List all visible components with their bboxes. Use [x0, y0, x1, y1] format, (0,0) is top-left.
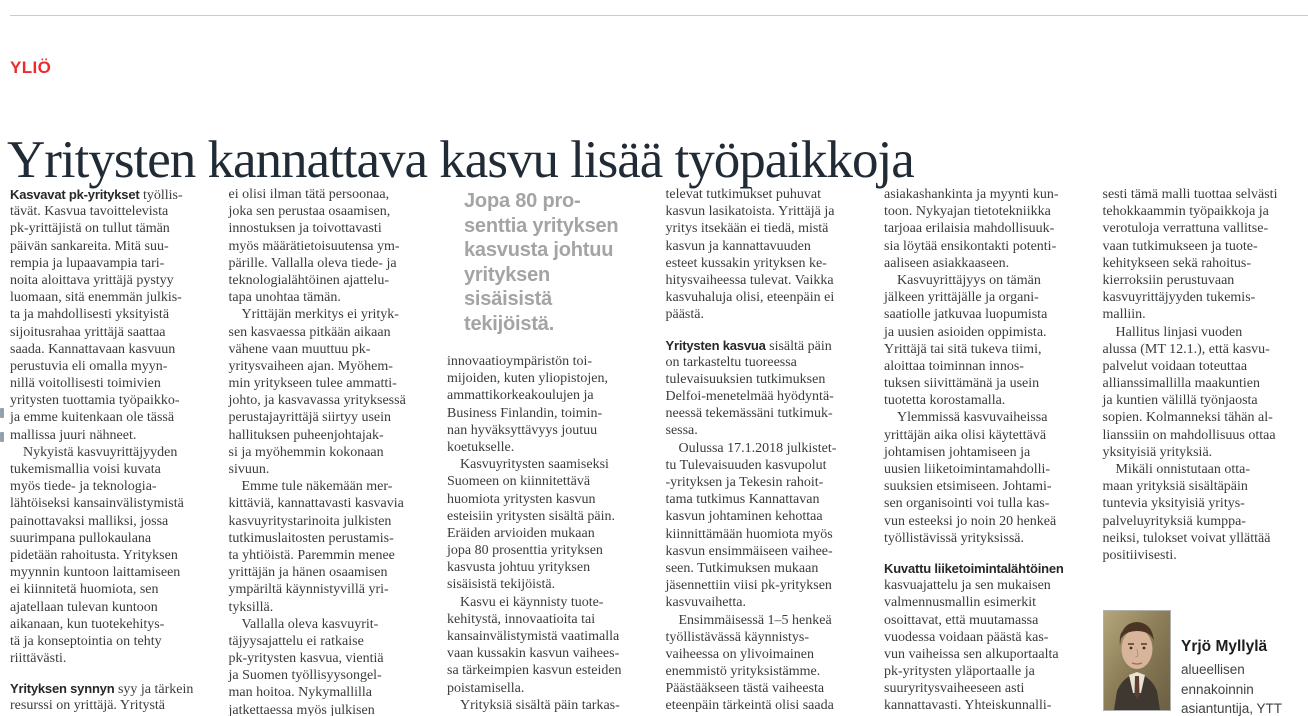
text-line: työllistävissä yrityksissä. — [884, 530, 1024, 546]
text-line: kasvuvaihetta. — [665, 595, 746, 611]
text-line: jäsennettiin viisi pk-yrityksen — [665, 578, 832, 594]
text-line: kasvun lasikatoista. Yrittäjä ja — [665, 204, 835, 220]
text-line: kansainvälistymistä vaatimalla — [447, 629, 620, 644]
pull-quote-line: sisäisistä — [464, 288, 553, 310]
text-line: sivuun. — [228, 462, 270, 477]
text-line: Vallalla oleva kasvuyrit- — [241, 616, 379, 632]
text-line: luomaan, sitä enemmän julkis- — [10, 290, 182, 306]
text-line: osoittavat, että muutamassa — [884, 612, 1039, 628]
text-line: allianssimallilla maakuntien — [1102, 376, 1260, 392]
author-name: Yrjö Myllylä — [1181, 638, 1268, 655]
text-line: jälkeen yrittäjälle ja organi- — [884, 290, 1039, 306]
text-line: nillä voitollisesti toimivien — [10, 376, 161, 392]
text-line: Emme tule näkemään mer- — [241, 479, 393, 495]
text-line: päivän sankareita. Mitä suu- — [10, 238, 169, 254]
text-line: vaiheessa on ylivoimainen — [665, 646, 815, 662]
text-line: ajatellaan tulevan kuntoon — [10, 599, 158, 615]
text-line: Nykyistä kasvuyrittäjyyden — [23, 444, 178, 460]
text-line: kasvusta johtuu yrityksen — [447, 560, 591, 576]
pull-quote-line: tekijöistä. — [464, 312, 555, 335]
text-line: yritys itsekään ei tiedä, mistä — [665, 221, 829, 237]
text-line: kasvuyrittäjyyden tukemis- — [1102, 290, 1256, 306]
text-line: -yrityksen ja Tekesin rahoit- — [665, 475, 824, 490]
text-line: ja emme kuitenkaan ole tässä — [10, 410, 175, 426]
text-line: Kasvavat pk-yritykset työllis- — [10, 187, 183, 203]
text-line: myös määrätietoisuutensa ym- — [228, 238, 400, 254]
text-line: Yrityksen synnyn syy ja tärkein — [10, 681, 194, 698]
text-line: vaan tutkimukseen ja tuote- — [1102, 238, 1258, 254]
text-line: vaan kussakin kasvun vaihees- — [447, 646, 620, 662]
text-line: ammattikorkeakoulujen ja — [447, 388, 594, 404]
text-line: tehokkaammin työpaikkoja ja — [1102, 204, 1269, 220]
text-line: ja kuntien välillä työnjaosta — [1102, 393, 1258, 409]
text-line: Oulussa 17.1.2018 julkistet- — [678, 440, 837, 456]
text-line: sesti tämä malli tuottaa selvästi — [1102, 187, 1278, 202]
text-line: Yrityksiä sisältä päin tarkas- — [460, 697, 620, 713]
article-column-1 — [10, 186, 210, 716]
text-line: Business Finlandin, toimin- — [447, 405, 603, 421]
pull-quote-line: kasvusta johtuu — [464, 239, 614, 261]
text-line: pärille. Vallalla oleva tiede- ja — [228, 255, 397, 271]
top-divider-rule — [10, 15, 1308, 16]
text-line: positiivisesti. — [1102, 547, 1177, 563]
text-line: sijoitusrahaa yrittäjä saattaa — [10, 324, 166, 340]
text-line: kasvun johtaminen kehottaa — [665, 509, 823, 525]
text-line: lähtöiseksi kansainvälistymistä — [10, 496, 184, 512]
text-line: yritysten tuottamia työpaikko- — [10, 393, 180, 409]
text-line: Kasvu ei käynnisty tuote- — [460, 594, 604, 610]
author-text — [1181, 638, 1282, 716]
text-line: man hoitoa. Nykymallilla — [228, 685, 372, 701]
text-line: tuotetta korostamalla. — [884, 393, 1006, 409]
text-line: kehitystä, innovaatioita tai — [447, 611, 596, 627]
author-title-line: asiantuntija, YTT — [1181, 701, 1283, 716]
text-line: si ja myöhemmin kokonaan — [228, 444, 384, 460]
text-line: kasvuajattelu ja sen mukaisen — [884, 578, 1051, 594]
text-line: yrittäjän ja hänen osaamisen — [228, 565, 388, 581]
text-line: sessa. — [665, 423, 698, 439]
text-line: Kasvuyritysten saamiseksi — [460, 457, 609, 473]
text-line: tukemismallia voisi kuvata — [10, 462, 161, 477]
text-line: seen. Tutkimuksen mukaan — [665, 560, 819, 576]
text-line: yksityisiä yrityksiä. — [1102, 444, 1213, 460]
article-column-4 — [666, 186, 866, 716]
text-line: Kasvuyrittäjyys on tämän — [897, 272, 1041, 288]
text-line: uusien liiketoimintamahdolli- — [884, 462, 1051, 477]
text-line: hitysvaiheessa tulevat. Vaikka — [665, 272, 834, 288]
text-line: myös tiede- ja teknologia- — [10, 479, 157, 495]
text-line: tä ja konseptointia on tehty — [10, 633, 162, 649]
text-line: ympäriltä käynnistyvillä yri- — [228, 582, 389, 598]
paragraph-lead: Yrityksen synnyn — [10, 681, 115, 697]
pull-quote-line: Jopa 80 pro- — [464, 190, 581, 212]
text-line: vuodessa voidaan päästä kas- — [884, 629, 1049, 645]
section-kicker: YLIÖ — [10, 58, 52, 77]
text-line: sen kasvaessa pitkään aikaan — [228, 324, 391, 340]
text-line: teknologialähtöinen ajattelu- — [228, 272, 390, 288]
text-line: innostuksen ja toivottavasti — [228, 221, 382, 237]
text-line: rempia ja lupaavampia tari- — [10, 255, 165, 271]
text-line: pk-yritysten yläportaalle ja — [884, 664, 1035, 680]
text-line: Ylemmissä kasvuvaiheissa — [897, 410, 1048, 426]
text-line: Yrittäjä tai sitä tukeva tiimi, — [884, 341, 1042, 357]
text-line: sisäisistä tekijöistä. — [447, 577, 556, 593]
text-line: Yrittäjän merkitys ei yrityk- — [241, 307, 399, 323]
text-line: enemmistö yrityksistämme. — [665, 664, 821, 680]
text-line: perustajayrittäjä siirtyy usein — [228, 410, 392, 426]
paragraph-lead: Kuvattu liiketoimintalähtöinen — [884, 560, 1064, 576]
text-line: tävät. Kasvua tavoittelevista — [10, 204, 169, 220]
text-line: myynnin kuntoon laittamiseen — [10, 565, 181, 581]
text-line: saatiolle jatkuvaa luopumista — [884, 307, 1048, 323]
text-line: resurssi on yrittäjä. Yritystä — [10, 698, 166, 714]
text-line: televat tutkimukset puhuvat — [665, 187, 822, 202]
text-line: Yritysten kasvua sisältä päin — [665, 337, 832, 354]
text-line: tama tutkimus Kannattavan — [665, 492, 820, 508]
text-line: tuntevia yksityisiä yritys- — [1102, 496, 1245, 512]
text-line: kehitykseen sekä rahoitus- — [1102, 255, 1252, 271]
text-line: asiakashankinta ja myynti kun- — [884, 187, 1059, 202]
text-line: kasvuyritystarinoita julkisten — [228, 513, 392, 529]
text-line: tuksen siivittämänä ja usein — [884, 376, 1040, 392]
author-photo — [1103, 610, 1171, 711]
pull-quote — [464, 189, 650, 336]
text-line: päästä. — [665, 307, 704, 323]
column-spacer — [10, 667, 210, 680]
text-line: vähene vaan muuttuu pk- — [228, 341, 371, 357]
text-line: pk-yritysten kasvua, vientiä — [228, 651, 384, 667]
text-line: sia löytää ensikontakti potenti- — [884, 238, 1057, 254]
text-line: neessä tekemässäni tutkimuk- — [665, 406, 833, 422]
text-line: nan hyväksyttävyys joutuu — [447, 422, 598, 438]
text-line: koetukselle. — [447, 439, 515, 455]
text-line: ei kiinnitetä huomiota, sen — [10, 582, 159, 598]
text-line: jopa 80 prosenttia yrityksen — [447, 543, 603, 559]
text-line: sopien. Kolmanneksi tähän al- — [1102, 410, 1273, 426]
text-line: suurimpana pullokaulana — [10, 530, 152, 546]
text-line: valmennusmallin esimerkit — [884, 595, 1037, 611]
text-line: kasvun ensimmäiseen vaihee- — [665, 543, 833, 559]
author-title-line: alueellisen — [1181, 662, 1245, 677]
text-line: Suomeen on kiinnitettävä — [447, 474, 591, 490]
text-line: ja uusien asioiden oppimista. — [884, 324, 1047, 340]
author-title-line: ennakoinnin — [1181, 681, 1254, 697]
pull-quote-line: senttia yrityksen — [464, 214, 619, 237]
text-line: on tarkasteltu tuoreessa — [665, 354, 797, 370]
author-byline-box — [1103, 610, 1303, 716]
text-line: sa tärkeimpien kasvun esteiden — [447, 663, 622, 679]
text-line: yrittäjän aika olisi käytettävä — [884, 427, 1047, 443]
text-line: noita aloittava yrittäjä pystyy — [10, 272, 174, 288]
text-line: ta yhtiöistä. Paremmin menee — [228, 547, 395, 563]
text-line: yritysvaiheen ajan. Myöhem- — [228, 358, 393, 374]
text-line: toon. Nykyajan tietotekniikka — [884, 204, 1051, 220]
text-line: aikanaan, kun tuotekehitys- — [10, 616, 165, 632]
page-crop-artifact — [0, 408, 4, 418]
text-line: Delfoi-menetelmää hyödyntä- — [665, 389, 834, 405]
text-line: kiinnittämään huomiota myös — [665, 526, 833, 542]
text-line: neiksi, tulokset voivat yllättää — [1102, 530, 1271, 546]
text-line: työllistävässä käynnistys- — [665, 629, 809, 645]
text-line: tarjoaa erilaisia mahdollisuuk- — [884, 221, 1055, 237]
text-line: lianssiin on mahdollisuus ottaa — [1102, 427, 1276, 443]
text-line: kasvun ja kannattavuuden — [665, 238, 811, 254]
article-column-5 — [884, 186, 1084, 716]
text-line: aloittaa toiminnan innos- — [884, 358, 1024, 374]
text-line: ja Suomen työllisyysongel- — [228, 668, 382, 684]
text-line: johtamisen johtamiseen ja — [884, 444, 1031, 460]
text-line: alussa (MT 12.1.), että kasvu- — [1102, 341, 1270, 357]
text-line: verotuloja verrattuna vallitse- — [1102, 221, 1269, 237]
text-line: aaliseen asiakkaaseen. — [884, 255, 1010, 271]
text-line: esteet kussakin yrityksen ke- — [665, 255, 827, 271]
text-line: saada. Kannattavaan kasvuun — [10, 341, 176, 357]
text-line: tyksillä. — [228, 599, 274, 615]
text-line: suuryritysvaiheeseen asti — [884, 681, 1025, 697]
text-line: ei olisi ilman tätä persoonaa, — [228, 187, 390, 202]
text-line: perustuvia eli omalla myyn- — [10, 358, 168, 374]
column-spacer — [884, 547, 1084, 560]
text-line: tulevaisuuksien tutkimuksen — [665, 371, 826, 387]
text-line: Ensimmäisessä 1–5 henkeä — [678, 612, 832, 628]
text-line: joka sen perustaa osaamisen, — [228, 204, 391, 220]
text-line: palvelut voidaan toteuttaa — [1102, 358, 1248, 374]
text-line: malliin. — [1102, 307, 1146, 323]
text-line: maan yrityksiä sisältäpäin — [1102, 479, 1248, 495]
text-line: huomiota yritysten kasvun — [447, 491, 596, 507]
text-line: eteenpäin tärkeintä olisi saada — [665, 698, 834, 714]
text-line: palveluyrityksiä kumppa- — [1102, 513, 1246, 529]
text-line: kasvuhaluja olisi, eteenpäin ei — [665, 290, 835, 306]
text-line: poistamisella. — [447, 680, 525, 696]
text-line: sen organisointi voi tulla kas- — [884, 496, 1050, 512]
text-line: painottavaksi malliksi, jossa — [10, 513, 169, 529]
text-line: Hallitus linjasi vuoden — [1115, 324, 1243, 340]
paragraph-lead: Kasvavat pk-yritykset — [10, 187, 140, 202]
text-line: vun vaiheissa sen alkuportaalta — [884, 646, 1059, 662]
text-line: mallissa juuri nähneet. — [10, 427, 137, 443]
text-line: Eräiden arvioiden mukaan — [447, 525, 595, 541]
text-line: tutkimuslaitosten perustamis- — [228, 530, 394, 546]
article-headline: Yritysten kannattava kasvu lisää työpaikkoja — [7, 130, 914, 189]
text-line: hallituksen puheenjohtajak- — [228, 427, 384, 443]
column-spacer — [666, 324, 866, 337]
text-line: kierroksiin perustuvaan — [1102, 272, 1235, 288]
text-line: innovaatioympäristön toi- — [447, 354, 593, 369]
text-line: kittäviä, kannattavasti kasvavia — [228, 496, 404, 512]
text-line: tapa unohtaa tämän. — [228, 290, 341, 306]
text-line: jatkettaessa myös julkisen — [228, 702, 375, 716]
text-line: pidetään rahoitusta. Yrityksen — [10, 547, 178, 563]
text-line: kannattavasti. Yhteiskunnalli- — [884, 698, 1052, 714]
text-line: Mikäli onnistutaan otta- — [1115, 462, 1251, 477]
text-line: mijoiden, kuten yliopistojen, — [447, 371, 608, 387]
text-line: tu Tulevaisuuden kasvupolut — [665, 457, 827, 473]
text-line: suuksien etsimiseen. Johtami- — [884, 479, 1052, 495]
text-line: esteisiin yritysten sisältä päin. — [447, 508, 615, 524]
text-line: pk-yrittäjistä on tullut tämän — [10, 221, 170, 237]
text-line: täjyysajattelu ei ratkaise — [228, 633, 364, 649]
text-line: min yritykseen tulee ammatti- — [228, 376, 397, 392]
text-line: riittävästi. — [10, 651, 67, 667]
article-column-2 — [229, 186, 429, 716]
text-line: vun esteeksi jo noin 20 henkeä — [884, 513, 1057, 529]
pull-quote-line: yrityksen — [464, 263, 551, 286]
text-line: Päästääkseen tästä vaiheesta — [665, 681, 825, 697]
text-line — [884, 560, 1084, 577]
text-line: ta ja mahdollisesti yksityistä — [10, 307, 170, 323]
text-line: johto, ja kasvavassa yrityksessä — [228, 393, 406, 409]
page-crop-artifact — [0, 432, 4, 442]
paragraph-lead: Yritysten kasvua — [665, 337, 766, 353]
